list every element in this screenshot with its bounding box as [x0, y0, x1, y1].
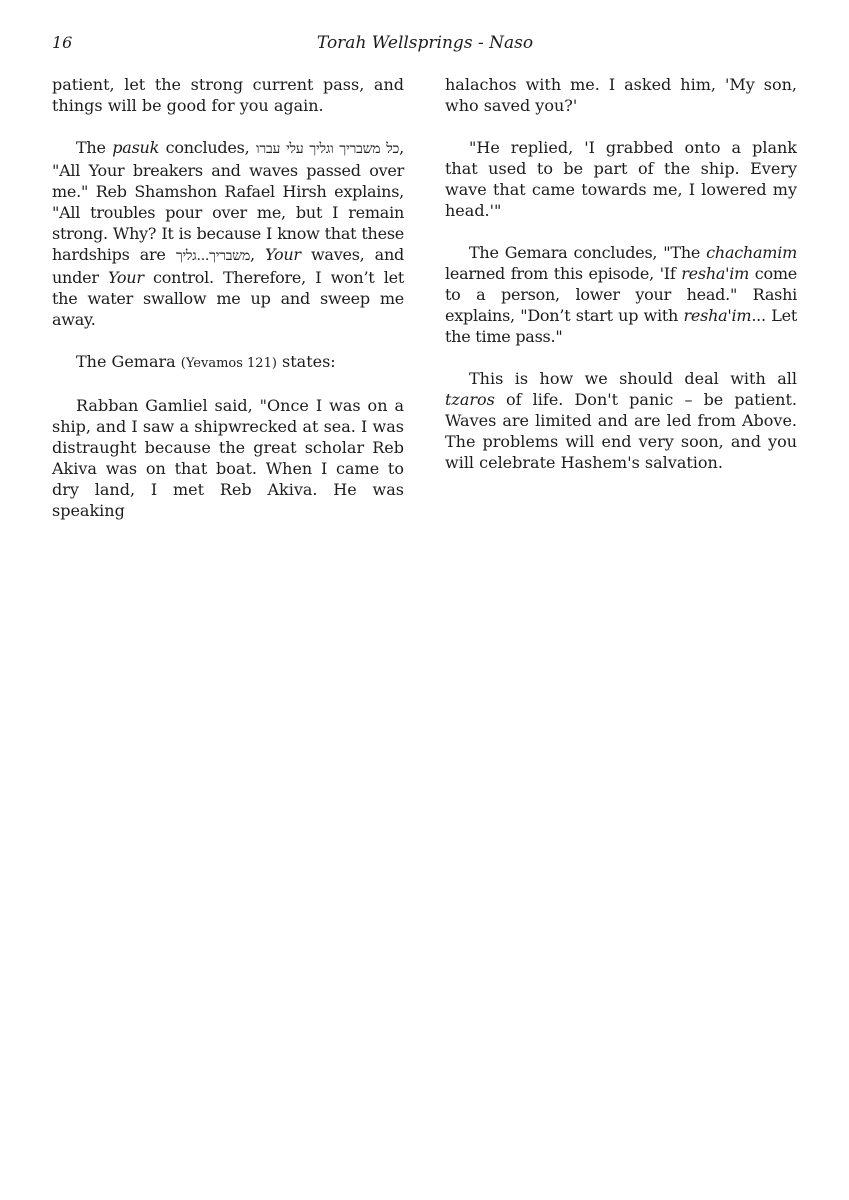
source-reference: (Yevamos 121) [180, 356, 277, 371]
term-your: Your [108, 268, 144, 287]
term-chachamim: chachamim [706, 243, 797, 262]
paragraph-conclusion: The Gemara concludes, "The chachamim learned from this episode, 'If resha'im come to a person, lower your head." Rashi explains, "Don’t start up with resha'im... Let the time pass." [445, 243, 798, 346]
hebrew-phrase: משבריך...גליך [175, 248, 251, 264]
left-column [52, 74, 404, 542]
term-tzaros: tzaros [445, 390, 495, 409]
running-header [52, 33, 798, 57]
hebrew-verse: כל משבריך וגליך עלי עברו [256, 141, 400, 157]
term-reshaim: resha'im [681, 264, 750, 283]
paragraph-lesson: This is how we should deal with all tzaros of life. Don't panic – be patient. Waves are limited and are led from Above. The problems will end very soon, and you will celebrate Hashem's salvation. [445, 369, 797, 472]
term-reshaim: resha'im [683, 306, 752, 325]
term-pasuk: pasuk [112, 138, 160, 157]
paragraph-continued: halachos with me. I asked him, 'My son, who saved you?' [445, 75, 797, 115]
paragraph-pasuk: The pasuk concludes, כל משבריך וגליך עלי עברו, "All Your breakers and waves passed over me." Reb Shamshon Rafael Hirsh explains, "All troubles pour over me, but I remain strong. Why? It is because I know that these hardships are משבריך...גליך, Your waves, and under Your control. Therefore, I won’t let the water swallow me up and sweep me away. [52, 138, 405, 329]
paragraph-reply: "He replied, 'I grabbed onto a plank that used to be part of the ship. Every wave that came towards me, I lowered my head.'" [445, 138, 797, 220]
paragraph-gemara: The Gemara (Yevamos 121) states: [76, 352, 336, 371]
paragraph-story: Rabban Gamliel said, "Once I was on a ship, and I saw a shipwrecked at sea. I was distraught because the great scholar Reb Akiva was on that boat. When I came to dry land, I met Reb Akiva. He was speaking [52, 396, 404, 520]
running-title: Torah Wellsprings - Naso [316, 33, 534, 53]
term-your: Your [265, 245, 301, 264]
paragraph-continued: patient, let the strong current pass, and things will be good for you again. [52, 75, 404, 115]
page-number: 16 [52, 33, 73, 52]
right-column [445, 74, 797, 494]
